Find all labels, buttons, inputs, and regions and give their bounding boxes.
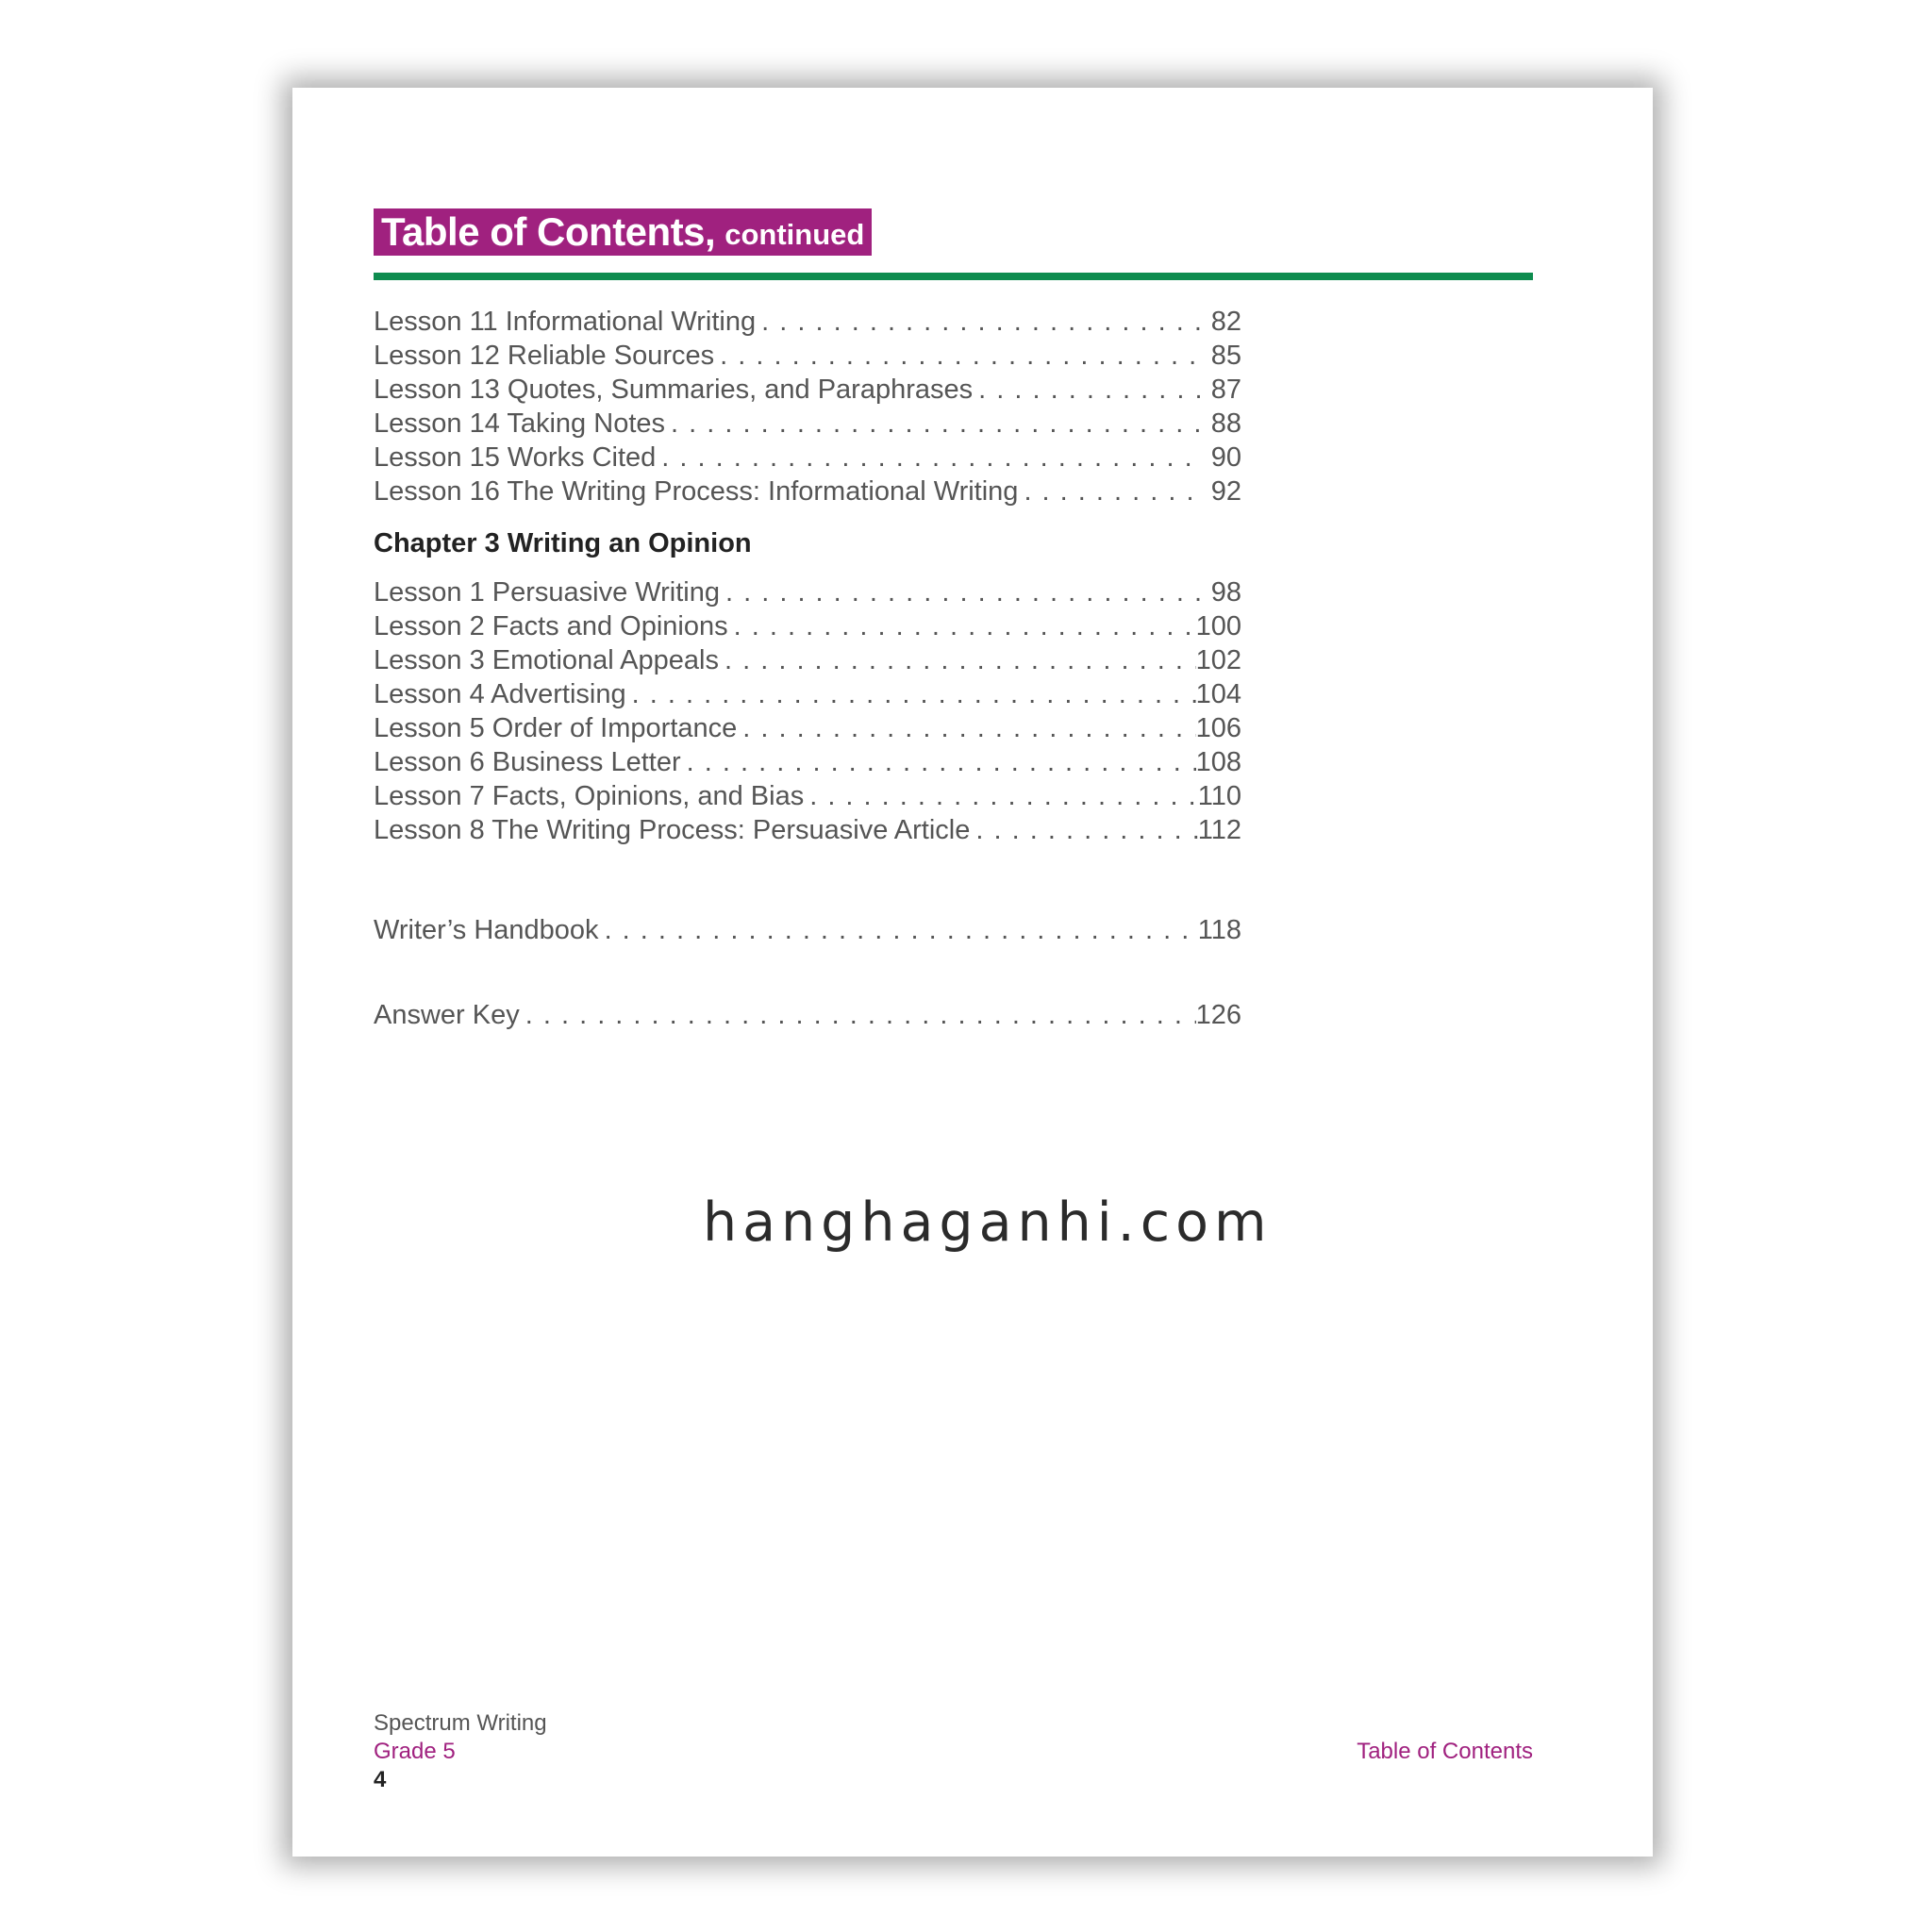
toc-entry xyxy=(374,645,1241,679)
toc-entry-page: 100 xyxy=(1195,611,1241,641)
toc-entry-title: Lesson 8 The Writing Process: Persuasive Article xyxy=(374,815,971,845)
toc-entry-page: 110 xyxy=(1197,781,1241,811)
toc-entry-title: Answer Key xyxy=(374,1000,520,1030)
document-page xyxy=(292,88,1653,1857)
toc-entry xyxy=(374,781,1241,815)
toc-entry xyxy=(374,815,1241,849)
footer-section-name: Table of Contents xyxy=(1357,1739,1533,1764)
toc-leader-dots xyxy=(728,611,1196,642)
toc-leader-dots xyxy=(1018,476,1200,508)
toc-leader-dots xyxy=(599,915,1198,946)
toc-leader-dots xyxy=(737,713,1195,744)
toc-leader-dots xyxy=(656,442,1200,474)
toc-entry-title: Lesson 12 Reliable Sources xyxy=(374,341,715,371)
toc-entry-title: Lesson 16 The Writing Process: Informational Writing xyxy=(374,476,1019,507)
toc-entry xyxy=(374,408,1241,442)
toc-entry-page: 118 xyxy=(1197,915,1241,945)
toc-entry-page: 88 xyxy=(1210,408,1241,439)
handbook-entry-group xyxy=(374,915,1241,949)
toc-entry-page: 126 xyxy=(1195,1000,1241,1030)
footer-book-title: Spectrum Writing xyxy=(374,1710,547,1736)
toc-entry xyxy=(374,747,1241,781)
toc-entry-page: 90 xyxy=(1210,442,1241,473)
toc-entry xyxy=(374,679,1241,713)
toc-entry-title: Lesson 5 Order of Importance xyxy=(374,713,738,743)
toc-entry-page: 98 xyxy=(1210,577,1241,608)
toc-entry xyxy=(374,577,1241,611)
toc-entry xyxy=(374,375,1241,408)
toc-leader-dots xyxy=(681,747,1196,778)
toc-entry-page: 87 xyxy=(1210,375,1241,405)
toc-leader-dots xyxy=(756,307,1200,338)
toc-entry-page: 82 xyxy=(1210,307,1241,337)
toc-title: Table of Contents, xyxy=(381,209,716,254)
toc-entry-page: 112 xyxy=(1197,815,1241,845)
chapter3-lesson-list xyxy=(374,577,1241,849)
toc-entry-title: Lesson 7 Facts, Opinions, and Bias xyxy=(374,781,805,811)
toc-leader-dots xyxy=(970,815,1197,846)
toc-leader-dots xyxy=(804,781,1198,812)
toc-entry xyxy=(374,611,1241,645)
answer-key-entry-group xyxy=(374,1000,1241,1034)
toc-leader-dots xyxy=(714,341,1200,372)
toc-entry-title: Lesson 3 Emotional Appeals xyxy=(374,645,719,675)
toc-entry-answer-key xyxy=(374,1000,1241,1034)
toc-entry xyxy=(374,341,1241,375)
footer-grade: Grade 5 xyxy=(374,1739,456,1764)
toc-entry-page: 102 xyxy=(1195,645,1241,675)
toc-entry-page: 92 xyxy=(1210,476,1241,507)
toc-leader-dots xyxy=(626,679,1196,710)
toc-entry-page: 104 xyxy=(1195,679,1241,709)
toc-title-continued: continued xyxy=(724,218,865,251)
chapter2-lesson-list xyxy=(374,307,1241,510)
watermark-text: hanghaganhi.com xyxy=(703,1191,1273,1254)
toc-entry-page: 108 xyxy=(1195,747,1241,777)
toc-leader-dots xyxy=(720,577,1200,608)
chapter-heading: Chapter 3 Writing an Opinion xyxy=(374,528,752,558)
toc-entry xyxy=(374,713,1241,747)
toc-entry-title: Lesson 4 Advertising xyxy=(374,679,626,709)
header-rule xyxy=(374,273,1533,280)
toc-entry-title: Lesson 15 Works Cited xyxy=(374,442,657,473)
toc-leader-dots xyxy=(973,375,1200,406)
toc-entry-page: 106 xyxy=(1195,713,1241,743)
toc-entry-title: Lesson 6 Business Letter xyxy=(374,747,681,777)
toc-entry xyxy=(374,442,1241,476)
toc-leader-dots xyxy=(520,1000,1196,1031)
toc-entry-page: 85 xyxy=(1210,341,1241,371)
toc-entry-title: Writer’s Handbook xyxy=(374,915,599,945)
toc-entry-handbook xyxy=(374,915,1241,949)
footer-page-number: 4 xyxy=(374,1767,387,1792)
toc-leader-dots xyxy=(665,408,1200,440)
toc-entry xyxy=(374,476,1241,510)
toc-entry-title: Lesson 2 Facts and Opinions xyxy=(374,611,728,641)
toc-entry-title: Lesson 11 Informational Writing xyxy=(374,307,757,337)
toc-title-banner xyxy=(374,208,872,256)
toc-entry-title: Lesson 1 Persuasive Writing xyxy=(374,577,720,608)
toc-entry xyxy=(374,307,1241,341)
toc-leader-dots xyxy=(719,645,1196,676)
toc-entry-title: Lesson 14 Taking Notes xyxy=(374,408,666,439)
toc-entry-title: Lesson 13 Quotes, Summaries, and Paraphrases xyxy=(374,375,974,405)
